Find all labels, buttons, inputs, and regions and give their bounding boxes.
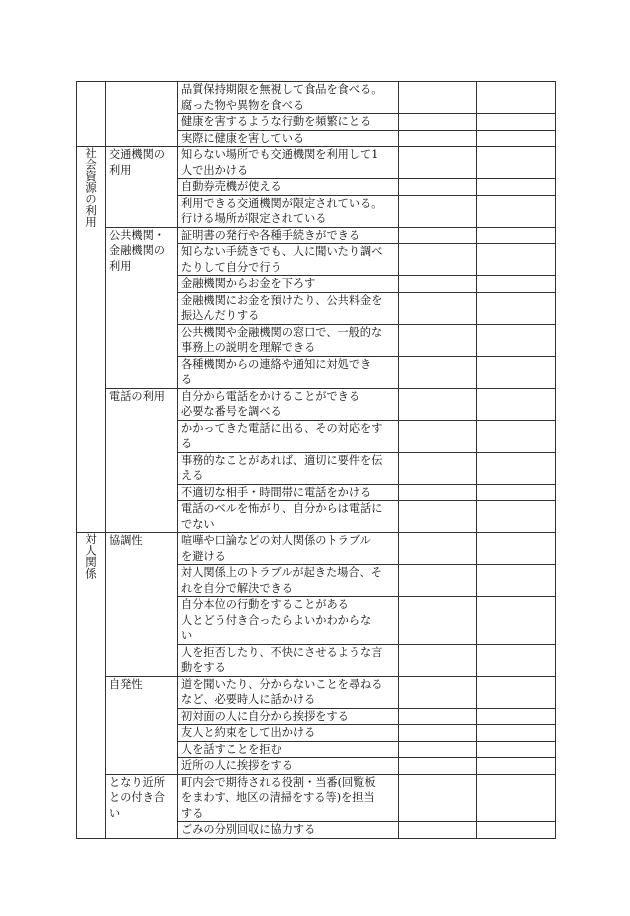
item-text: 利用できる交通機関が限定されている。 行ける場所が限定されている xyxy=(181,196,383,225)
item-text: 喧嘩や口論などの対人関係のトラブル を避ける xyxy=(181,534,371,563)
item-cell xyxy=(178,676,399,708)
item-cell xyxy=(178,822,399,839)
item-text: かかってきた電話に出る、その対応をす る xyxy=(181,421,383,450)
item-cell xyxy=(178,741,399,758)
item-cell xyxy=(178,452,399,484)
item-cell xyxy=(178,227,399,244)
item-text: 道を聞いたり、分からないことを尋ねる など、必要時人に話かける xyxy=(181,677,383,706)
check-cell-2[interactable] xyxy=(477,725,556,742)
check-cell-1[interactable] xyxy=(399,324,477,356)
item-text: 実際に健康を害している xyxy=(181,131,305,145)
item-cell xyxy=(178,388,399,420)
check-cell-1[interactable] xyxy=(399,741,477,758)
item-text: 人を話すことを拒む xyxy=(181,742,282,756)
check-cell-2[interactable] xyxy=(477,774,556,822)
check-cell-2[interactable] xyxy=(477,130,556,147)
item-cell xyxy=(178,565,399,597)
item-text: 不適切な相手・時間帯に電話をかける xyxy=(181,485,372,499)
item-cell xyxy=(178,292,399,324)
item-text: ごみの分別回収に協力する xyxy=(181,823,316,836)
table-row xyxy=(77,388,556,420)
subcategory-cell xyxy=(106,388,178,533)
check-cell-1[interactable] xyxy=(399,82,477,114)
check-cell-2[interactable] xyxy=(477,82,556,114)
check-cell-1[interactable] xyxy=(399,597,477,645)
check-cell-2[interactable] xyxy=(477,227,556,244)
item-cell xyxy=(178,195,399,227)
item-text: 友人と約束をして出かける xyxy=(181,726,316,739)
check-cell-1[interactable] xyxy=(399,758,477,775)
subcategory-label: となり近所 との付き合 い xyxy=(109,775,165,820)
item-cell xyxy=(178,276,399,293)
item-text: 知らない場所でも交通機関を利用して1 人で出かける xyxy=(181,148,379,177)
item-cell xyxy=(178,114,399,131)
check-cell-1[interactable] xyxy=(399,114,477,131)
item-cell xyxy=(178,597,399,645)
check-cell-2[interactable] xyxy=(477,147,556,179)
subcategory-cell xyxy=(106,533,178,677)
check-cell-2[interactable] xyxy=(477,822,556,839)
check-cell-1[interactable] xyxy=(399,565,477,597)
subcategory-cell xyxy=(106,227,178,388)
check-cell-2[interactable] xyxy=(477,644,556,676)
check-cell-2[interactable] xyxy=(477,565,556,597)
check-cell-2[interactable] xyxy=(477,292,556,324)
item-cell xyxy=(178,758,399,775)
subcategory-label: 公共機関・ 金融機関の 利用 xyxy=(109,228,165,273)
item-cell xyxy=(178,147,399,179)
check-cell-2[interactable] xyxy=(477,501,556,533)
check-cell-2[interactable] xyxy=(477,708,556,725)
table-row xyxy=(77,774,556,822)
item-text: 町内会で期待される役割・当番(回覧板 をまわす、地区の清掃をする等)を担当 する xyxy=(181,775,376,820)
item-text: 自分から電話をかけることができる 必要な番号を調べる xyxy=(181,389,361,418)
check-cell-1[interactable] xyxy=(399,533,477,565)
item-text: 金融機関にお金を預けたり、公共料金を 振込んだりする xyxy=(181,293,383,322)
check-cell-1[interactable] xyxy=(399,388,477,420)
item-text: 知らない手続きでも、人に聞いたり調べ たりして自分で行う xyxy=(181,245,383,274)
item-text: 品質保持期限を無視して食品を食べる。 腐った物や異物を食べる xyxy=(181,83,383,112)
check-cell-1[interactable] xyxy=(399,356,477,388)
check-cell-2[interactable] xyxy=(477,179,556,196)
check-cell-2[interactable] xyxy=(477,741,556,758)
item-cell xyxy=(178,644,399,676)
check-cell-2[interactable] xyxy=(477,420,556,452)
item-cell xyxy=(178,725,399,742)
subcategory-label: 自発性 xyxy=(109,677,143,691)
item-text: 電話のベルを怖がり、自分からは電話に でない xyxy=(181,502,383,531)
table-row xyxy=(77,82,556,114)
check-cell-1[interactable] xyxy=(399,276,477,293)
item-text: 事務的なことがあれば、適切に要件を伝 える xyxy=(181,453,383,482)
check-cell-1[interactable] xyxy=(399,644,477,676)
check-cell-1[interactable] xyxy=(399,130,477,147)
item-cell xyxy=(178,244,399,276)
check-cell-2[interactable] xyxy=(477,195,556,227)
check-cell-1[interactable] xyxy=(399,725,477,742)
item-cell xyxy=(178,501,399,533)
check-cell-2[interactable] xyxy=(477,388,556,420)
check-cell-1[interactable] xyxy=(399,147,477,179)
check-cell-2[interactable] xyxy=(477,597,556,645)
item-text: 金融機関からお金を下ろす xyxy=(181,277,316,290)
check-cell-1[interactable] xyxy=(399,227,477,244)
check-cell-1[interactable] xyxy=(399,420,477,452)
item-cell xyxy=(178,533,399,565)
item-text: 自分本位の行動をすることがある 人とどう付き合ったらよいかわからな い xyxy=(181,598,372,642)
table-row xyxy=(77,147,556,179)
item-text: 自動券売機が使える xyxy=(181,180,282,193)
item-cell xyxy=(178,130,399,147)
item-cell xyxy=(178,356,399,388)
check-cell-2[interactable] xyxy=(477,324,556,356)
check-cell-1[interactable] xyxy=(399,195,477,227)
table-body xyxy=(77,82,556,839)
check-cell-1[interactable] xyxy=(399,452,477,484)
item-cell xyxy=(178,484,399,501)
check-cell-2[interactable] xyxy=(477,676,556,708)
item-text: 健康を害するような行動を頻繁にとる xyxy=(181,115,372,128)
check-cell-2[interactable] xyxy=(477,114,556,131)
category-cell xyxy=(77,147,106,533)
check-cell-1[interactable] xyxy=(399,708,477,725)
category-label: 対人関係 xyxy=(84,533,98,579)
item-cell xyxy=(178,420,399,452)
check-cell-2[interactable] xyxy=(477,533,556,565)
table-row xyxy=(77,533,556,565)
item-text: 各種機関からの連絡や通知に対処でき る xyxy=(181,357,372,386)
table-row xyxy=(77,676,556,708)
assessment-table xyxy=(76,81,556,839)
subcategory-cell xyxy=(106,774,178,838)
item-cell xyxy=(178,708,399,725)
item-cell xyxy=(178,82,399,114)
check-cell-2[interactable] xyxy=(477,276,556,293)
subcategory-cell xyxy=(106,82,178,147)
check-cell-1[interactable] xyxy=(399,292,477,324)
subcategory-label: 電話の利用 xyxy=(109,389,165,403)
subcategory-cell xyxy=(106,676,178,774)
check-cell-1[interactable] xyxy=(399,822,477,839)
subcategory-label: 交通機関の 利用 xyxy=(109,148,165,177)
item-text: 初対面の人に自分から挨拶をする xyxy=(181,709,349,723)
item-text: 人を拒否したり、不快にさせるような言 動をする xyxy=(181,645,383,674)
check-cell-2[interactable] xyxy=(477,244,556,276)
item-cell xyxy=(178,324,399,356)
item-text: 近所の人に挨拶をする xyxy=(181,759,293,772)
check-cell-2[interactable] xyxy=(477,356,556,388)
check-cell-1[interactable] xyxy=(399,179,477,196)
table-row xyxy=(77,227,556,244)
item-text: 証明書の発行や各種手続きができる xyxy=(181,228,361,242)
item-cell xyxy=(178,774,399,822)
check-cell-1[interactable] xyxy=(399,244,477,276)
check-cell-1[interactable] xyxy=(399,501,477,533)
subcategory-cell xyxy=(106,147,178,228)
item-text: 対人関係上のトラブルが起きた場合、そ れを自分で解決できる xyxy=(181,566,382,595)
check-cell-1[interactable] xyxy=(399,676,477,708)
check-cell-2[interactable] xyxy=(477,758,556,775)
item-cell xyxy=(178,179,399,196)
check-cell-2[interactable] xyxy=(477,452,556,484)
check-cell-1[interactable] xyxy=(399,774,477,822)
category-cell xyxy=(77,82,106,147)
subcategory-label: 協調性 xyxy=(109,534,143,547)
item-text: 公共機関や金融機関の窓口で、一般的な 事務上の説明を理解できる xyxy=(181,325,383,354)
check-cell-2[interactable] xyxy=(477,484,556,501)
category-cell xyxy=(77,533,106,839)
category-label: 社会資源の利用 xyxy=(84,147,98,228)
check-cell-1[interactable] xyxy=(399,484,477,501)
